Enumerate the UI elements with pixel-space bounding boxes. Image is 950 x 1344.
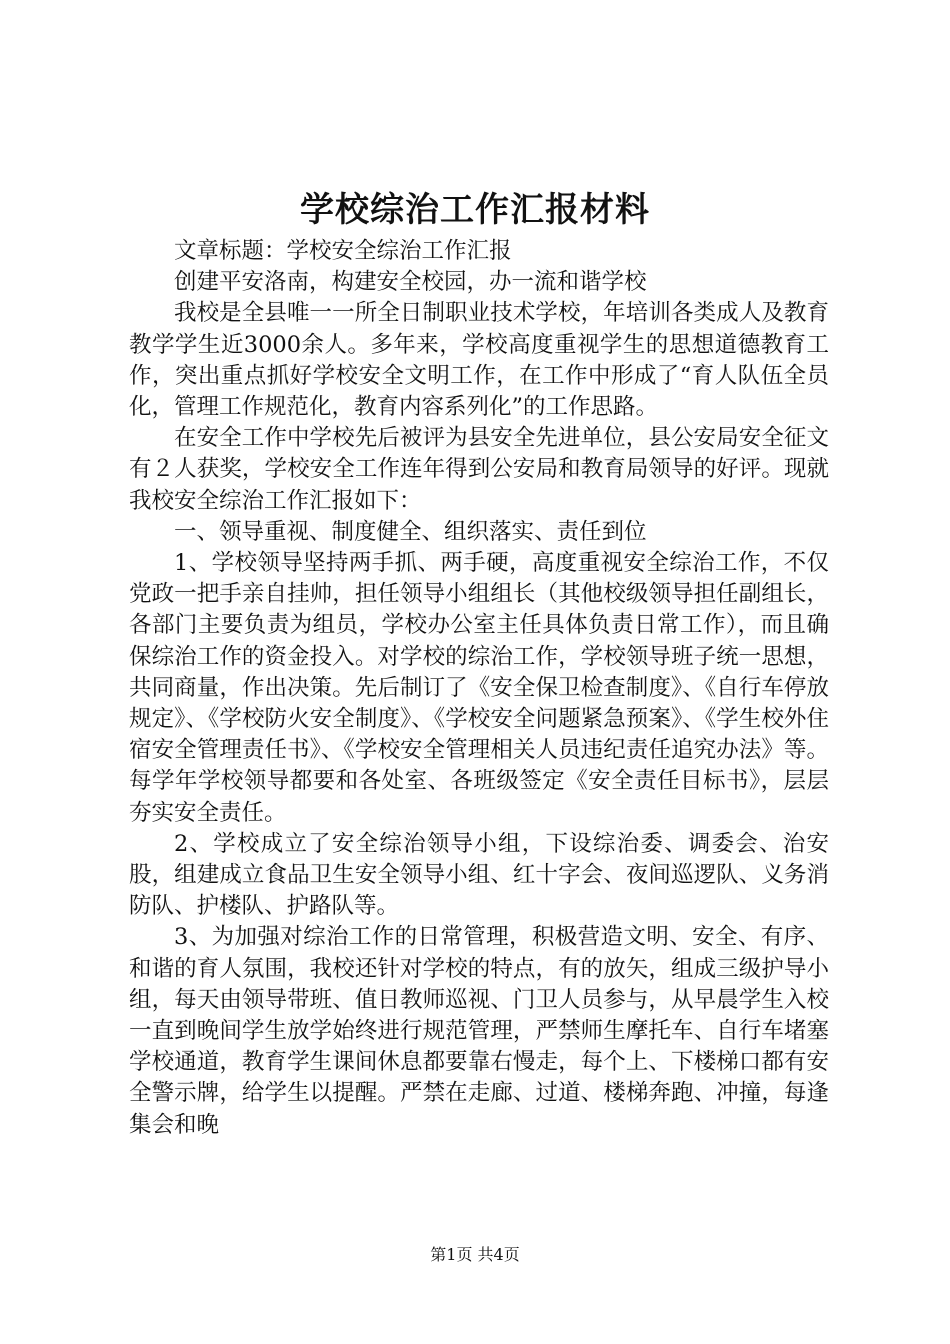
paragraph: 3、为加强对综治工作的日常管理，积极营造文明、安全、有序、和谐的育人氛围，我校还针对学校的特点，有的放矢，组成三级护导小组，每天由领导带班、值日教师巡视、门卫人员参与，从早晨学生入校一直到晚间学生放学始终进行规范管理，严禁师生摩托车、自行车堵塞学校通道，教育学生课间休息都要靠右慢走，每个上、下楼梯口都有安全警示牌，给学生以提醒。严禁在走廊、过道、楼梯奔跑、冲撞，每逢集会和晚 [129, 924, 829, 1138]
paragraph: 2、学校成立了安全综治领导小组，下设综治委、调委会、治安股，组建成立食品卫生安全领导小组、红十字会、夜间巡逻队、义务消防队、护楼队、护路队等。 [129, 830, 829, 920]
paragraph: 在安全工作中学校先后被评为县安全先进单位，县公安局安全征文有２人获奖，学校安全工作连年得到公安局和教育局领导的好评。现就我校安全综治工作汇报如下： [129, 425, 829, 514]
paragraph: 文章标题：学校安全综治工作汇报 [174, 238, 512, 264]
paragraph: 1、学校领导坚持两手抓、两手硬，高度重视安全综治工作，不仅党政一把手亲自挂帅，担任领导小组组长（其他校级领导担任副组长，各部门主要负责为组员，学校办公室主任具体负责日常工作），而且确保综治工作的资金投入。对学校的综治工作，学校领导班子统一思想，共同商量，作出决策。先后制订了《安全保卫检查制度》、《自行车停放规定》、《学校防火安全制度》、《学校安全问题紧急预案》、《学生校外住宿安全管理责任书》、《学校安全管理相关人员违纪责任追究办法》等。每学年学校领导都要和各处室、各班级签定《安全责任目标书》，层层夯实安全责任。 [129, 550, 829, 826]
document-title: 学校综治工作汇报材料 [300, 190, 650, 230]
section-heading: 一、领导重视、制度健全、组织落实、责任到位 [174, 518, 647, 545]
document-body [129, 236, 829, 1141]
paragraph: 我校是全县唯一一所全日制职业技术学校，年培训各类成人及教育教学学生近3000余人。多年来，学校高度重视学生的思想道德教育工作，突出重点抓好学校安全文明工作，在工作中形成了“育人队伍全员化，管理工作规范化，教育内容系列化”的工作思路。 [129, 300, 829, 421]
paragraph: 创建平安洛南，构建安全校园，办一流和谐学校 [174, 269, 647, 296]
page-footer: 第1页 共4页 [430, 1245, 520, 1264]
